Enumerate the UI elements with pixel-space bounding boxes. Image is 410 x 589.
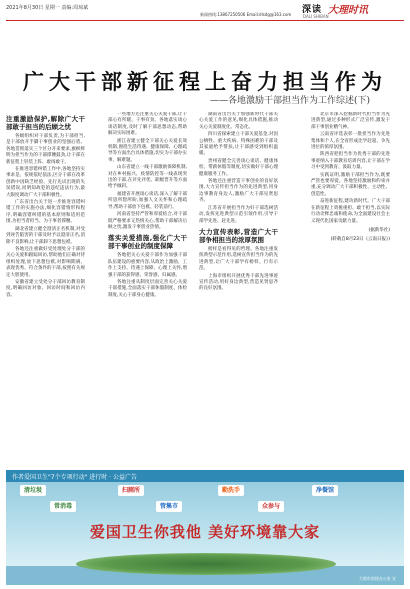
ad-tag: 净餐馆 (312, 485, 338, 496)
column-2 (108, 112, 187, 470)
date-line: 2021年8月30日 星期一 责编:周琼斌 (6, 5, 89, 11)
ad-tag: 扫厕所 (118, 485, 144, 496)
ad-slogan: 爱国卫生你我他 美好环境靠大家 (89, 523, 321, 541)
source-note: (转载自8月23日《云南日报》) (330, 237, 390, 243)
paragraph: 各地把关心关爱干部作为加强干部队伍建设的重要内容,从政治上激励、工作上支持、待遇上保障、心理上关怀,增强干部的获得感、荣誉感、归属感。 (108, 253, 187, 278)
paragraph: 各地注重从制度层面完善关心关爱干部措施,全面落实干部休假制度、体检制度,关心干部身心健康。 (108, 279, 187, 298)
header-rule (6, 20, 404, 21)
ad-header-bar (6, 470, 404, 482)
paragraph: 浙江省建立健全干部关心关爱长效机制,围绕生活待遇、健康保障、心理疏导等方面出台具体措施,切实为干部办实事、解难题。 (108, 138, 187, 163)
paragraph: 各级组织对干部负责,为干部担当,是干部放开手脚干事创业的坚强后盾。各地贯彻落实三个区分开来要求,旗帜鲜明为担当作为的干部撑腰鼓劲,让干部在新征程上轻装上阵、敢闯敢干。 (6, 134, 85, 165)
column-4 (311, 112, 390, 470)
column-3 (199, 112, 278, 470)
ad-tag: 众参与 (258, 501, 284, 512)
section-subhead: 大力宣传表彰,营造广大干部争相担当的浓厚氛围 (199, 227, 278, 244)
paragraph: 实践证明,激励干部担当作为,既要严管也要厚爱。各地坚持激励和约束并重,充分调动广大干部积极性、主动性、创造性。 (311, 172, 390, 197)
paragraph: 云南省评选表彰一批担当作为先进集体和个人,在全省形成比学赶超、争先进位的浓厚氛围。 (311, 132, 390, 151)
paragraph: 河南省坚持严管和厚爱结合,对干部既严格要求又热情关心,帮助干部解决后顾之忧,激发干事创业热情。 (108, 212, 187, 230)
paragraph: 山东省建立一线干部激励保障机制,对在乡村振兴、疫情防控等一线表现突出的干部,在评先评优、职级晋升等方面给予倾斜。 (108, 165, 187, 190)
paragraph: 贵州省健全完善谈心谈话、健康体检、带薪休假等制度,切实做好干部心理健康服务工作。 (199, 158, 278, 177)
paragraph: 榜样是看得见的哲理。各地注重发挥典型示范作用,选树宣传担当作为的先进典型,让广大干部学有榜样、行有示范。 (199, 246, 278, 272)
sub-headline: ——各地激励干部担当作为工作综述(下) (209, 96, 370, 106)
page-header (0, 0, 410, 22)
paragraph: 湖北省建立健全澄清正名机制,对受到诬告陷害的干部及时予以澄清正名,消除不良影响,让干部卸下思想包袱。 (6, 226, 85, 245)
section-subhead: 注重激励保护,解除广大干部敢于担当的后顾之忧 (6, 115, 85, 131)
paragraph: 在推进容错纠错工作中,各地坚持实事求是、依规依纪依法,区分干部在改革创新中因缺乏经验、先行先试出现的失误错误,同明知故犯的违纪违法行为,最大限度调动广大干部积极性。 (6, 167, 85, 198)
contact-line: 新闻热线:13867250506 Email:dlsdg@163.com (200, 12, 292, 17)
paragraph: 一些地方还注重关心关爱干部,让干部心有所暖、干事有劲。各地落实谈心谈话制度,及时了解干部思想动态,帮助解决实际困难。 (108, 112, 187, 137)
paragraph: 奋进新征程,建功新时代。广大干部在新征程上勇挑重担、敢于担当,以实际行动诠释忠诚和使命,为全面建设社会主义现代化国家贡献力量。 (311, 199, 390, 224)
paragraph: 福建省开展谈心谈话,深入了解干部所思所想所盼,加强人文关怀和心理疏导,帮助干部放下包袱、轻装前行。 (108, 191, 187, 210)
ad-tag: 勤洗手 (218, 485, 244, 496)
public-service-ad (6, 470, 404, 585)
signature: (据新华社) (368, 227, 390, 233)
ad-tag: 常消毒 (50, 501, 76, 512)
island-image (76, 553, 336, 575)
ad-header-text: 作者爱国卫生"7个专项行动" 进行时 · 公益广告 (12, 474, 137, 481)
paragraph: 安徽省建立受处分干部回访教育制度,明确回访对象、回访时间和回访内容。 (6, 279, 85, 298)
paragraph: 江苏省开展担当作为好干部选树活动,发挥先进典型示范引领作用,引导干部学先进、赶先进。 (199, 205, 278, 224)
ad-tag: 清垃圾 (20, 485, 46, 496)
paragraph: 各地还注重营造干事创业的良好氛围,大力宣传担当作为的先进典型,用身边事教育身边人,激励广大干部见贤思齐。 (199, 179, 278, 204)
section-name: 深读 (302, 5, 323, 15)
paragraph: 各地还注重做好受处理处分干部的关心关爱和跟踪回访,帮助他们正确对待组织处理,放下思想包袱,对影响期满、表现优秀、符合条件的干部,按照有关规定大胆使用。 (6, 246, 85, 278)
headline: 广大干部新征程上奋力担当作为 (23, 69, 387, 94)
paragraph: 北京市深入挖掘新时代担当作为先进典型,通过多种形式广泛宣传,激发干部干事创业精气神。 (311, 112, 390, 130)
paragraph: 广东省出台关于进一步推进容错纠错工作的实施办法,细化容错情形和程序,明确容错纠错的基本原则和适用范围,为担当者担当、为干事者撑腰。 (6, 200, 85, 225)
paragraph: 上海市组织开展优秀干部先进事迹宣传活动,用好身边典型,营造见贤思齐的良好氛围。 (199, 273, 278, 292)
column-1 (6, 112, 85, 470)
section-en: DALI SHIBAN (303, 14, 329, 19)
paragraph: 陕西省把担当作为优秀干部的先进事迹纳入干部教育培训内容,让干部在学习中受到教育、汲取力量。 (311, 152, 390, 171)
ad-tag: 管集市 (156, 501, 182, 512)
paragraph: 湖南省出台关于加强新时代干部关心关爱工作的意见,细化具体措施,推动关心关爱制度化、常态化。 (199, 112, 278, 130)
ad-credit: 大理市创建办公室 宣 (358, 576, 396, 581)
section-subhead: 落实关爱措施,强化广大干部干事创业的制度保障 (108, 234, 187, 251)
paragraph: 四川省探索建立干部关爱基金,对因公牺牲、重大疾病、特殊困难的干部及其家庭给予帮扶,让干部感受到组织温暖。 (199, 132, 278, 157)
paper-logo: 大理时讯 (328, 5, 368, 16)
